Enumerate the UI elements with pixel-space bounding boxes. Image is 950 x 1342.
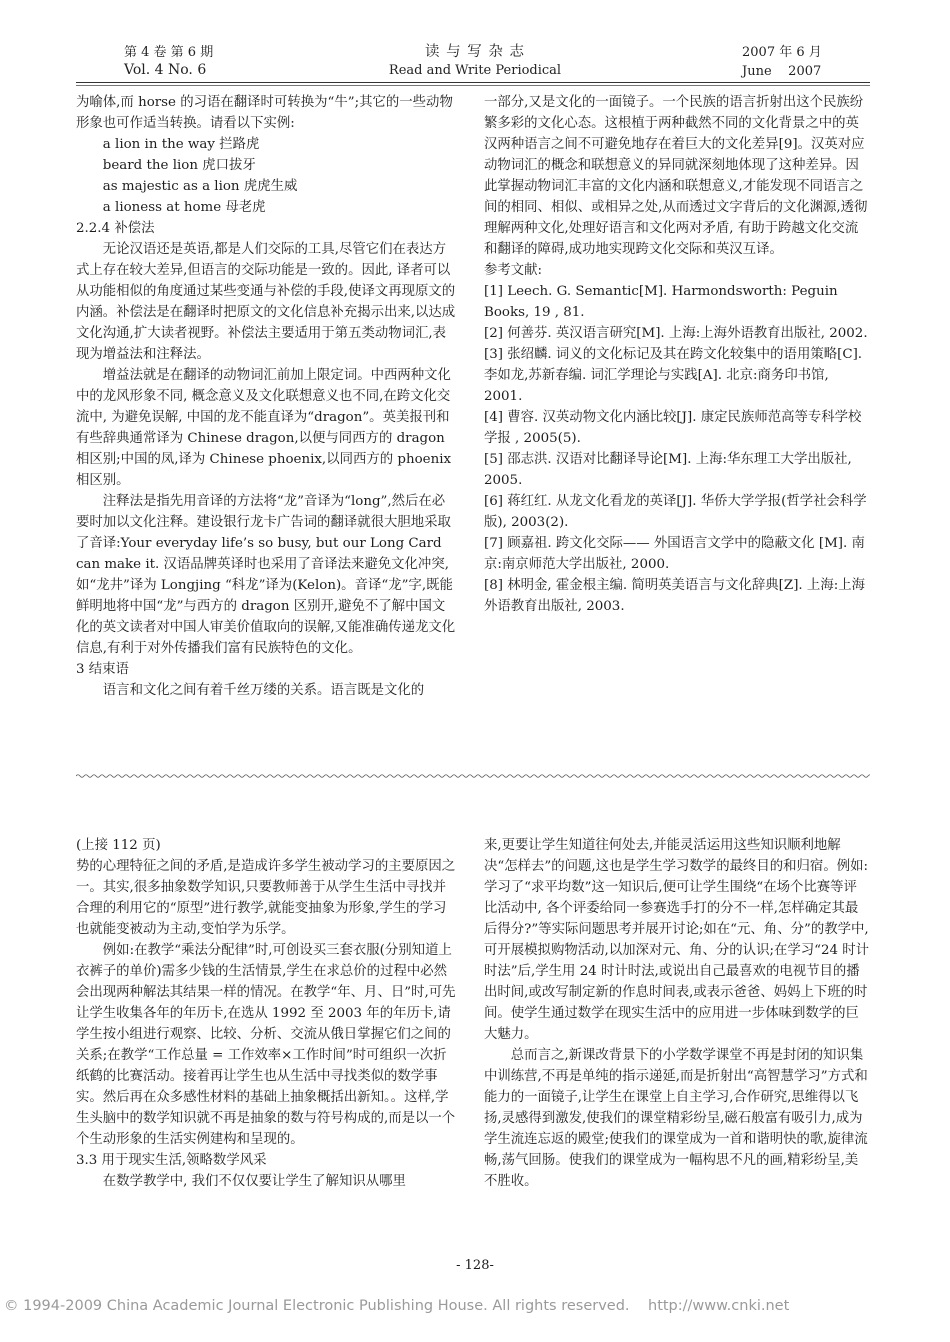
journal-title-cn: 读 与 写 杂 志 (425, 44, 525, 60)
paragraph: [5] 邵志洪. 汉语对比翻译导论[M]. 上海:华东理工大学出版社, 2005. (484, 452, 852, 488)
paragraph: 注释法是指先用音译的方法将“龙”音译为“long”,然后在必要时加以文化注释。建设银行龙卡广告词的翻译就很大胆地采取了音译:Your everyday life’s so busy, but our Long Card can make it. 汉语品牌英译时也采用了音译法来避免文化冲突, 如“龙井”译为 Longjing “科龙”译为(Kelon)。音译“龙”字,既能鲜明地将中国“龙”与西方的 dragon 区别开,避免不了解中国文化的英文读者对中国人审美价值取向的误解,又能准确传递龙文化信息,有利于对外传播我们富有民族特色的文化。 (76, 494, 456, 656)
journal-title-en: Read and Write Periodical (388, 63, 562, 78)
paragraph: a lioness at home 母老虎 (102, 200, 266, 215)
bottom-right-column (484, 835, 870, 1192)
header-rule (76, 82, 870, 83)
paragraph: [8] 林明金, 霍金根主编. 简明英美语言与文化辞典[Z]. 上海:上海外语教育出版社, 2003. (484, 578, 866, 614)
page-number: - 128- (456, 1258, 494, 1273)
paragraph: 语言和文化之间有着千丝万缕的关系。语言既是文化的 (102, 683, 425, 698)
bottom-left-column (76, 835, 458, 1192)
paragraph: 3 结束语 (76, 662, 129, 677)
paragraph: 无论汉语还是英语,都是人们交际的工具,尽管它们在表达方式上存在较大差异,但语言的交际功能是一致的。因此, 译者可以从功能相似的角度通过某些变通与补偿的手段,使译文再现原文的内涵。补偿法是在翻译时把原文的文化信息补充揭示出来,以达成文化沟通,扩大读者视野。补偿法主要适用于第五类动物词汇,表现为增益法和注释法。 (76, 242, 456, 362)
top-left-column (76, 92, 458, 701)
paragraph: 一部分,又是文化的一面镜子。一个民族的语言折射出这个民族纷繁多彩的文化心态。这根植于两种截然不同的文化背景之中的英汉两种语言之间不可避免地存在着巨大的文化差异[9]。汉英对应动物词汇的概念和联想意义的异同就深刻地体现了这种差异。因此掌握动物词汇丰富的文化内涵和联想意义,才能发现不同语言之间的相同、相似、或相异之处,从而透过文字背后的文化渊源,透彻理解两种文化,处理好语言和文化两对矛盾, 有助于跨越文化交流和翻译的障碍,成功地实现跨文化交际和英汉互译。 (484, 95, 868, 257)
header-rule-thin (76, 85, 870, 86)
top-right-column (484, 92, 870, 617)
paragraph: [4] 曹容. 汉英动物文化内涵比较[J]. 康定民族师范高等专科学校学报 , 2005(5). (484, 410, 862, 446)
section-separator (76, 772, 870, 780)
paragraph: 为喻体,而 horse 的习语在翻译时可转换为“牛”;其它的一些动物形象也可作适当转换。请看以下实例: (76, 95, 453, 131)
issue-date-cn: 2007 年 6 月 (742, 45, 822, 60)
paragraph: 参考文献: (484, 263, 543, 278)
paragraph: [3] 张绍麟. 词义的文化标记及其在跨文化较集中的语用策略[C]. 李如龙,苏新春编. 词汇学理论与实践[A]. 北京:商务印书馆, 2001. (484, 347, 863, 404)
paragraph: (上接 112 页) (76, 838, 161, 853)
paragraph: a lion in the way 拦路虎 (102, 137, 260, 152)
paragraph: 势的心理特征之间的矛盾,是造成许多学生被动学习的主要原因之一。其实,很多抽象数学知识,只要教师善于从学生生活中寻找并合理的利用它的“原型”进行教学,就能变抽象为形象,学生的学习也就能变被动为主动,变怕学为乐学。 (76, 859, 456, 937)
cnki-url: http://www.cnki.net (648, 1298, 790, 1314)
volume-issue-en: Vol. 4 No. 6 (124, 62, 207, 78)
paragraph: [7] 顾嘉祖. 跨文化交际—— 外国语言文学中的隐蔽文化 [M]. 南京:南京师范大学出版社, 2000. (484, 536, 865, 572)
paragraph: 来,更要让学生知道往何处去,并能灵活运用这些知识顺利地解决“怎样去”的问题,这也是学生学习数学的最终目的和归宿。例如:学习了“求平均数”这一知识后,便可让学生围绕“在场个比赛等评比活动中, 各个评委给同一参赛选手打的分不一样,怎样确定其最后得分?”等实际问题思考并展开讨论;如在“元、角、分”的教学中,可开展模拟购物活动,以加深对元、角、分的认识;在学习“24 时计时法”后,学生用 24 时计时法,或说出自己最喜欢的电视节目的播出时间,或改写制定新的作息时间表,或表示爸爸、妈妈上下班的时间。使学生通过数学在现实生活中的应用进一步体味到数学的巨大魅力。 (484, 838, 870, 1042)
paragraph: 3.3 用于现实生活,领略数学风采 (76, 1153, 267, 1168)
paragraph: 例如:在教学“乘法分配律”时,可创设买三套衣服(分别知道上衣裤子的单价)需多少钱的生活情景,学生在求总价的过程中必然会出现两种解法其结果一样的情况。在教学“年、月、日”时,可先让学生收集各年的年历卡,在选从 1992 至 2003 年的年历卡,请学生按小组进行观察、比较、分析、交流从俄日掌握它们之间的关系;在教学“工作总量 = 工作效率×工作时间”时可组织一次折纸鹤的比赛活动。接着再让学生也从生活中寻找类似的数学事实。然后再在众多感性材料的基础上抽象概括出新知。。这样,学生头脑中的数学知识就不再是抽象的数与符号构成的,而是以一个个生动形象的生活实例建构和呈现的。 (76, 943, 456, 1147)
paragraph: [1] Leech. G. Semantic[M]. Harmondsworth: Peguin Books, 19 , 81. (484, 284, 838, 320)
paragraph: beard the lion 虎口拔牙 (102, 158, 256, 173)
paragraph: 总而言之,新课改背景下的小学数学课堂不再是封闭的知识集中训练营,不再是单纯的指示递延,而是折射出“高智慧学习”方式和能力的一面镜子,让学生在课堂上自主学习,合作研究,思维得以飞扬,灵感得到激发,使我们的课堂精彩纷呈,磁石般富有吸引力,成为学生流连忘返的殿堂;使我们的课堂成为一首和谐明快的歌,旋律流畅,荡气回肠。使我们的课堂成为一幅构思不凡的画,精彩纷呈,美不胜收。 (484, 1048, 868, 1189)
paragraph: [6] 蒋红红. 从龙文化看龙的英译[J]. 华侨大学学报(哲学社会科学版), 2003(2). (484, 494, 867, 530)
copyright-notice: © 1994-2009 China Academic Journal Electronic Publishing House. All rights reserved. (4, 1298, 630, 1314)
volume-issue-cn: 第 4 卷 第 6 期 (124, 45, 214, 60)
paragraph: as majestic as a lion 虎虎生威 (102, 179, 298, 194)
paragraph: 2.2.4 补偿法 (76, 221, 155, 236)
paragraph: 在数学教学中, 我们不仅仅要让学生了解知识从哪里 (102, 1174, 406, 1189)
paragraph: 增益法就是在翻译的动物词汇前加上限定词。中西两种文化中的龙风形象不同, 概念意义及文化联想意义也不同,在跨文化交流中, 为避免误解, 中国的龙不能直译为“dragon”。英美报刊和有些辞典通常译为 Chinese dragon,以便与同西方的 dragon 相区别;中国的凤,译为 Chinese phoenix,以同西方的 phoenix 相区别。 (76, 368, 452, 488)
paragraph: [2] 何善芬. 英汉语言研究[M]. 上海:上海外语教育出版社, 2002. (484, 326, 868, 341)
issue-date-en: June 2007 (742, 64, 822, 79)
